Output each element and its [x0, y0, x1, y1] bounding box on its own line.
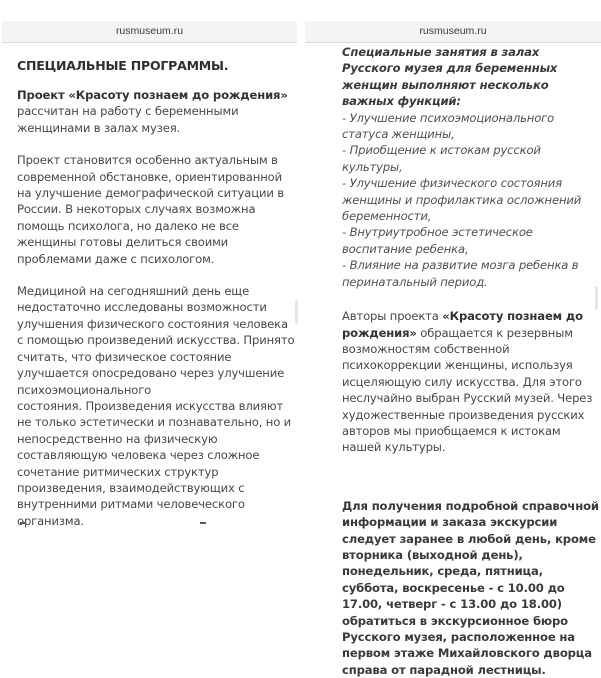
intro-text: рассчитан на работу с беременными женщинами в залах музея. [17, 104, 239, 135]
authors-prefix: Авторы проекта [342, 309, 443, 324]
medicine-paragraph-part-2: состояния. Произведения искусства влияют не только эстетически и познавательно, но и непосредственно на физическую составляющую человека через сложное сочетание ритмических структур произведения, взаимодействующих с внутренними ритмами человеческого организма. [17, 398, 292, 528]
right-screenshot [305, 0, 601, 677]
contact-info-block [342, 498, 600, 678]
function-item: - Улучшение психоэмоционального статуса женщины, [342, 110, 555, 142]
address-bar[interactable] [305, 21, 601, 43]
project-name: Проект «Красоту познаем до рождения» [17, 88, 288, 102]
article-content [342, 44, 600, 678]
authors-text: обращается к резервным возможностям собственной психокоррекции женщины, используя исцеляющую силу искусства. Для этого неслучайно выбран Русский музей. Через художественные произведения русских авторов мы приобщаемся к истокам нашей культуры. [342, 325, 593, 455]
left-screenshot [0, 0, 300, 600]
functions-block [342, 44, 600, 290]
cutoff-text-fragment [200, 522, 206, 530]
function-item: - Внутриутробное эстетическое воспитание ребенка, [342, 225, 533, 256]
functions-lead: Специальные занятия в залах Русского музея для беременных женщин выполняют несколько важных функций: [342, 45, 558, 109]
project-name: «Красоту познаем до рождения» [342, 309, 583, 340]
contact-info-line: обратиться в экскурсионное бюро Русского музея, расположенное на первом этаже Михайловского дворца справа от парадной лестницы. [342, 613, 592, 677]
scrollbar[interactable] [595, 286, 598, 310]
function-item: - Улучшение физического состояния женщины и профилактика осложнений беременности, [342, 176, 582, 224]
url-text: rusmuseum.ru [115, 25, 184, 37]
authors-paragraph [342, 308, 600, 456]
function-item: - Влияние на развитие мозга ребенка в перинатальный период. [342, 258, 579, 289]
intro-paragraph [17, 87, 297, 136]
cutoff-text-fragment [20, 522, 26, 530]
url-text: rusmuseum.ru [419, 25, 487, 37]
contact-info-line: следует заранее в любой день, кроме вторника (выходной день), понедельник, среда, пятница, суббота, воскресенье - с 10.00 до 17.00, четверг - с 13.00 до 18.00) [342, 531, 596, 612]
address-bar[interactable] [2, 21, 297, 43]
page-title: СПЕЦИАЛЬНЫЕ ПРОГРАММЫ. [17, 58, 229, 73]
relevance-paragraph: Проект становится особенно актуальным в современной обстановке, ориентированной на улучшение демографической ситуации в России. В некоторых случаях возможна помощь психолога, но далеко не все женщины готовы делиться своими проблемами даже с психологом. [17, 153, 284, 266]
medicine-paragraph [17, 283, 297, 529]
article-content [17, 58, 297, 529]
contact-info-line: Для получения подробной справочной информации и заказа экскурсии [342, 498, 599, 530]
medicine-paragraph-part-1: Медициной на сегодняшний день еще недостаточно исследованы возможности улучшения физического состояния человека с помощью произведений искусства. Принято считать, что физическое состояние улучшается опосредовано через улучшение психоэмоционального [17, 284, 295, 397]
scrollbar[interactable] [295, 300, 298, 324]
function-item: - Приобщение к истокам русской культуры, [342, 143, 541, 174]
